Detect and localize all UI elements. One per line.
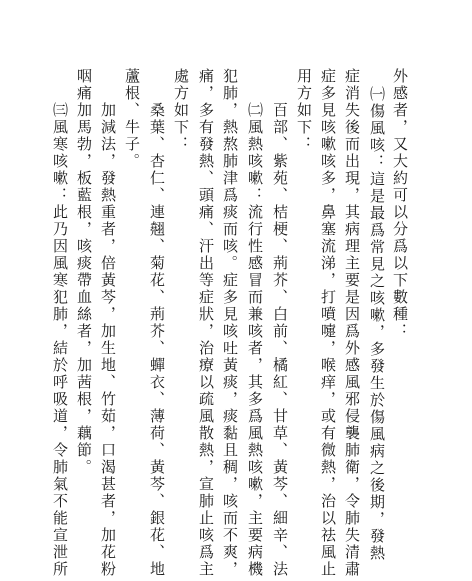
text-column-12: 蘆根、牛子。 [123,68,141,170]
text-column-4: 症多見咳嗽咳多，鼻塞流涕，打噴嚏，喉痒，或有微熱，治以祛風止 [319,68,337,578]
text-column-15: ㈢風寒咳嗽：此乃因風寒犯肺，結於呼吸道，令肺氣不能宣泄所 [51,102,69,578]
text-column-9: 痛，多有發熱、頭痛、汗出等症狀，治療以疏風散熱，宣肺止咳爲主 [197,68,215,578]
text-column-14: 咽痛加馬勃，板藍根，咳痰帶血絲者，加茜根，藕節。 [75,68,93,476]
text-column-7: ㈡風熱咳嗽：流行性感冒而兼咳者，其多爲風熱咳嗽，主要病機 [246,102,264,578]
text-column-5: 用方如下： [295,68,313,153]
text-column-13: 加減法，發熱重者，倍黃芩，加生地、竹茹，口渴甚者，加花粉 [99,102,117,578]
text-column-6: 百部、紫苑、桔梗、荊芥、白前、橘紅、甘草、黃芩、細辛、法 [271,102,289,578]
text-column-3: 症消失後而出現，其病理主要是因爲外感風邪侵襲肺衛，令肺失清肅 [343,68,361,578]
text-column-8: 犯肺，熱熬肺津爲痰而咳。症多見咳吐黃痰，痰黏且稠，咳而不爽， [221,68,239,578]
text-column-1: 外感者，又大約可以分爲以下數種： [391,68,409,340]
text-column-2: ㈠傷風咳：這是最爲常見之咳嗽，多發生於傷風病之後期，發熱 [368,86,386,562]
text-column-11: 桑葉、杏仁、連翹、菊花、荊芥、蟬衣、薄荷、黃芩、銀花、地 [148,102,166,578]
text-column-10: 處方如下： [172,68,190,153]
